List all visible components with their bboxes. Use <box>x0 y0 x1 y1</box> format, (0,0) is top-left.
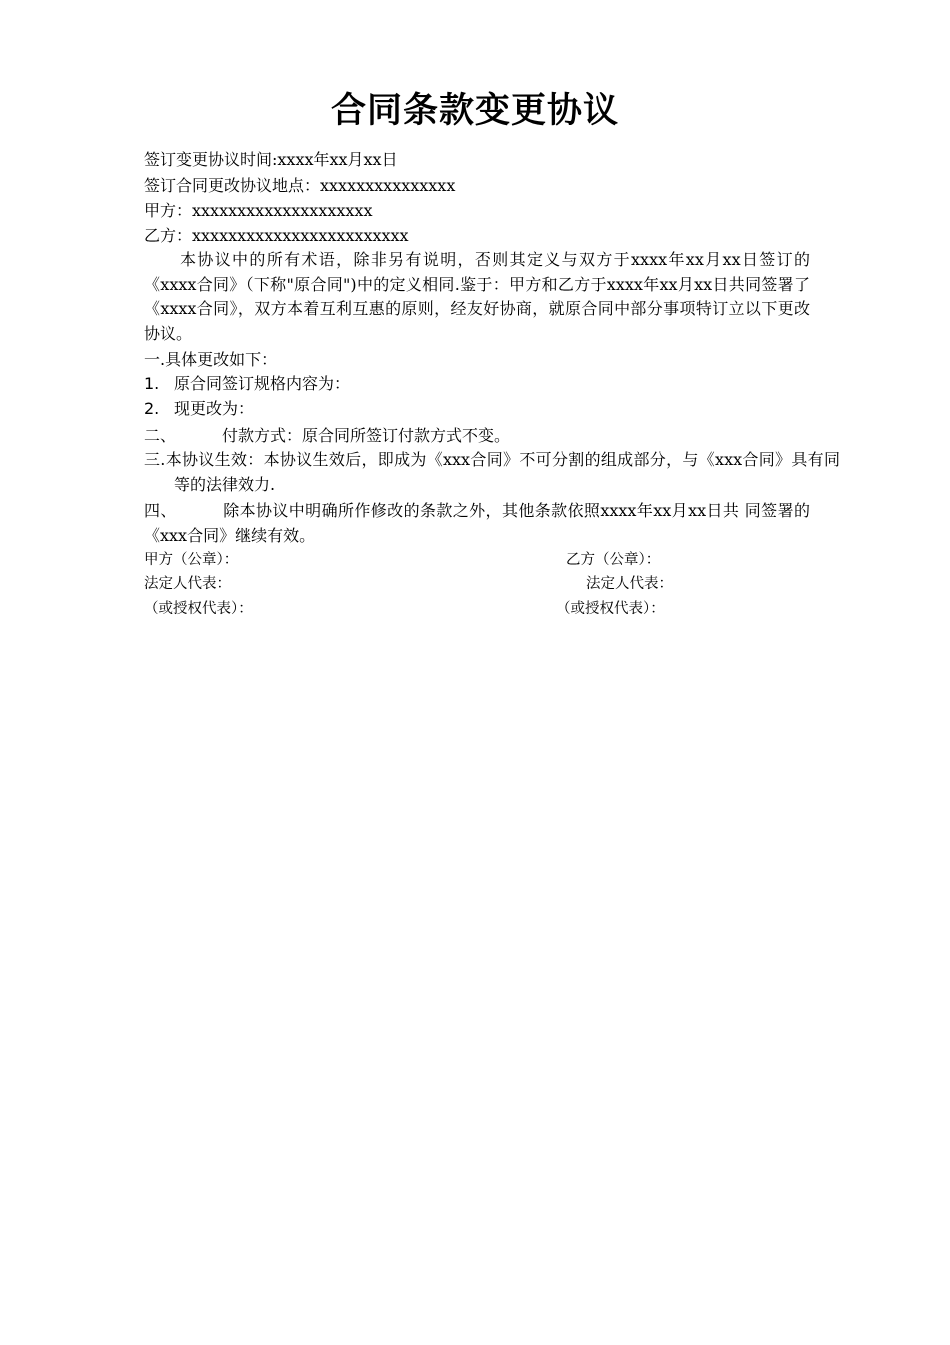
party-b-representative: 法定人代表： <box>586 576 673 592</box>
section-four-text: 除本协议中明确所作修改的条款之外，其他条款依照xxxx年xx月xx日共 同签署的《xxx合同》继续有效。 <box>144 501 810 545</box>
item-two-number: 2. <box>144 399 160 418</box>
party-a-representative: 法定人代表： <box>144 576 231 592</box>
sign-time: 签订变更协议时间:xxxx年xx月xx日 <box>144 150 398 169</box>
item-one <box>144 372 350 396</box>
party-b-authorized: （或授权代表）： <box>556 601 665 617</box>
party-b-seal: 乙方（公章）： <box>566 552 661 568</box>
sign-place: 签订合同更改协议地点：xxxxxxxxxxxxxxx <box>144 176 456 195</box>
intro-paragraph: 本协议中的所有术语，除非另有说明，否则其定义与双方于xxxx年xx月xx日签订的《xxxx合同》（下称"原合同")中的定义相同.鉴于：甲方和乙方于xxxx年xx月xx日共同签署了《xxxx合同》，双方本着互利互惠的原则，经友好协商，就原合同中部分事项特订立以下更改协议。 <box>144 250 810 343</box>
item-one-number: 1. <box>144 374 160 393</box>
party-a-authorized: （或授权代表）： <box>144 601 253 617</box>
party-b: 乙方：xxxxxxxxxxxxxxxxxxxxxxxx <box>144 226 409 245</box>
section-one-heading: 一.具体更改如下： <box>144 350 278 369</box>
item-two <box>144 397 254 421</box>
section-two-text: 付款方式：原合同所签订付款方式不变。 <box>222 426 511 445</box>
section-three: 三.本协议生效：本协议生效后，即成为《xxx合同》不可分割的组成部分，与《xxx合同》具有同等的法律效力. <box>144 450 840 494</box>
party-a-seal: 甲方（公章）： <box>144 552 239 568</box>
section-two <box>144 424 510 448</box>
section-four <box>144 499 810 548</box>
item-one-text: 原合同签订规格内容为： <box>174 374 351 393</box>
document-title: 合同条款变更协议 <box>330 91 619 131</box>
party-a: 甲方：xxxxxxxxxxxxxxxxxxxx <box>144 201 373 220</box>
item-two-text: 现更改为： <box>174 399 255 418</box>
section-four-number: 四、 <box>144 501 177 520</box>
section-two-number: 二、 <box>144 426 177 445</box>
